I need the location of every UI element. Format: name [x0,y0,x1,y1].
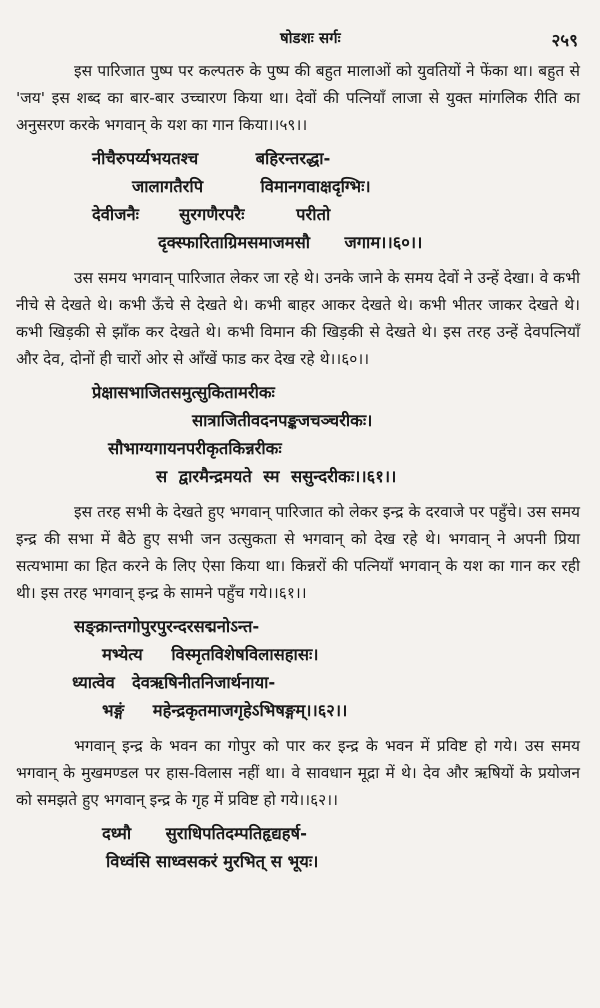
verse-line: भङ्गं महेन्द्रकृतमाजगृहेऽभिषङ्गम्।।६२।। [102,701,348,720]
verse-61 [16,379,580,491]
page-number: २५९ [551,31,578,51]
commentary-60-text: उस समय भगवान् पारिजात लेकर जा रहे थे। उनके जाने के समय देवों ने उन्हें देखा। वे कभी नीचे से देखते थे। कभी ऊँचे से देखते थे। कभी बाहर आकर देखते थे। कभी भीतर जाकर देखते थे। कभी खिड़की से झाँक कर देखते थे। कभी विमान की खिड़की से देखते थे। इस तरह उन्हें देवपत्नियाँ और देव, दोनों ही चारों ओर से आँखें फाड कर देख रहे थे।।६०।। [16,269,580,368]
commentary-59-text: इस पारिजात पुष्प पर कल्पतरु के पुष्प की बहुत मालाओं को युवतियों ने फेंका था। बहुत से 'जय' इस शब्द का बार-बार उच्चारण किया था। देवों की पत्नियाँ लाजा से युक्त मांगलिक रीति का अनुसरण करके भगवान् के यश का गान किया।।५९।। [16,62,580,134]
commentary-59 [16,58,580,139]
commentary-61 [16,499,580,607]
verse-line: ध्यात्वेव देवऋषिनीतनिजार्थनाया- [72,673,276,692]
verse-60 [16,145,580,257]
running-title: षोडशः सर्गः [280,29,341,47]
verse-line: देवीजनैः सुरगणैरपरैः परीतो [92,205,331,224]
verse-line: स द्वारमैन्द्रमयते स्म ससुन्दरीकः।।६१।। [156,467,397,486]
commentary-62-text: भगवान् इन्द्र के भवन का गोपुर को पार कर इन्द्र के भवन में प्रविष्ट हो गये। उस समय भगवान् के मुखमण्डल पर हास-विलास नहीं था। वे सावधान मूद्रा में थे। देव और ऋषियों के प्रयोजन को समझते हुए भगवान् इन्द्र के गृह में प्रविष्ट हो गये।।६२।। [16,737,580,809]
verse-63 [16,820,580,876]
verse-line: जालागतैरपि विमानगवाक्षदृग्भिः। [132,177,371,196]
verse-line: सङ्क्रान्तगोपुरपुरन्दरसद्मनोऽन्त- [74,617,260,636]
commentary-60 [16,265,580,373]
verse-line: प्रेक्षासभाजितसमुत्सुकितामरीकः [92,383,275,402]
verse-line: दृक्स्फारिताग्रिमसमाजमसौ जगाम।।६०।। [158,233,423,252]
verse-line: विध्वंसि साध्वसकरं मुरभित् स भूयः। [106,852,319,871]
verse-line: सात्राजितीवदनपङ्कजचञ्चरीकः। [192,411,373,430]
page-header [16,28,580,58]
commentary-62 [16,733,580,814]
verse-line: सौभाग्यगायनपरीकृतकिन्नरीकः [108,439,282,458]
commentary-61-text: इस तरह सभी के देखते हुए भगवान् पारिजात को लेकर इन्द्र के दरवाजे पर पहुँचे। उस समय इन्द्र की सभा में बैठे हुए सभी जन उत्सुकता से भगवान् को देख रहे थे। भगवान् ने अपनी प्रिया सत्यभामा का हित करने के लिए ऐसा किया था। किन्नरों की पत्नियाँ भगवान् के यश का गान कर रही थी। इस तरह भगवान् इन्द्र के सामने पहुँच गये।।६१।। [16,503,580,602]
verse-line: नीचैरुपर्य्यभयतश्च बहिरन्तरद्धा- [92,149,331,168]
verse-line: दध्मौ सुराधिपतिदम्पतिहृद्यहर्ष- [102,824,307,843]
verse-line: मभ्येत्य विस्मृतविशेषविलासहासः। [102,645,319,664]
verse-62 [16,613,580,725]
